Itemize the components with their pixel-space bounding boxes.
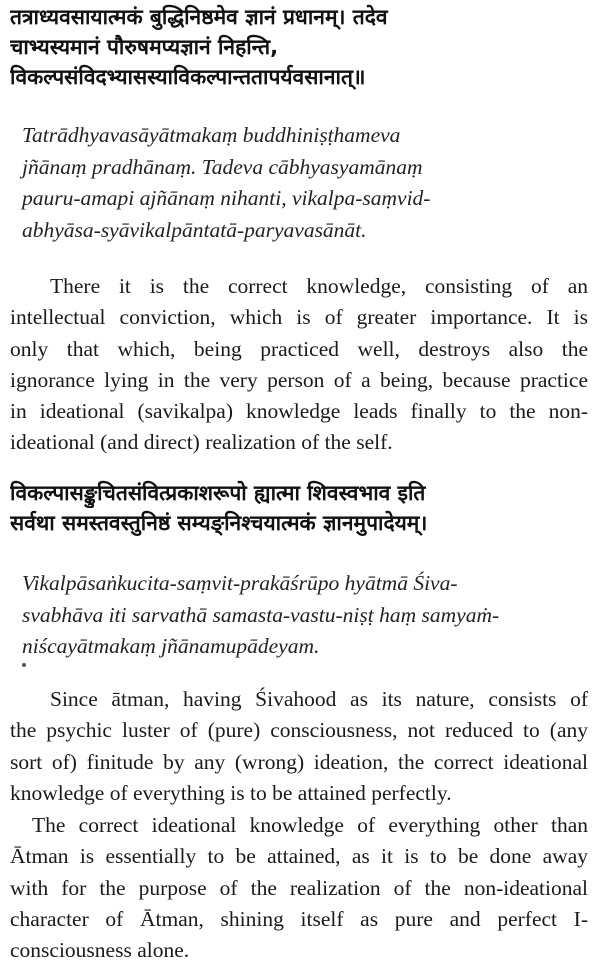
transliteration-line: pauru-amapi ajñānaṃ nihanti, vikalpa-saṃvid- xyxy=(22,186,431,210)
verse2-sanskrit xyxy=(10,478,588,538)
translation-line: ignorance lying in the very person of a being, because practice xyxy=(10,367,588,392)
verse1-translation xyxy=(10,271,588,459)
print-speck xyxy=(22,663,26,667)
translation-line: in ideational (savikalpa) knowledge leads finally to the non- xyxy=(10,399,588,424)
translation-line: There it is the correct knowledge, consisting of an xyxy=(50,274,588,298)
sanskrit-line: चाभ्यस्यमानं पौरुषमप्यज्ञानं निहन्ति, xyxy=(10,35,279,59)
translation-line: only that which, being practiced well, destroys also the xyxy=(10,336,588,361)
translation-line: intellectual conviction, which is of greater importance. It is xyxy=(10,305,588,330)
translation-line: character of Ātman, shining itself as pure and perfect I- xyxy=(10,906,588,931)
verse1-transliteration xyxy=(14,120,588,246)
transliteration-line: niścayātmakaṃ jñānamupādeyam. xyxy=(22,634,320,658)
translation-line: Ātman is essentially to be attained, as it is to be done away xyxy=(10,844,588,869)
verse2-transliteration xyxy=(14,568,588,663)
translation-line: consciousness alone. xyxy=(10,938,190,963)
sanskrit-line: सर्वथा समस्तवस्तुनिष्ठं सम्यङ्‌निश्चयात्मकं ज्ञानमुपादेयम्। xyxy=(10,511,428,535)
transliteration-line: abhyāsa-syāvikalpāntatā-paryavasānāt. xyxy=(22,217,367,242)
transliteration-line: jñānaṃ pradhānaṃ. Tadeva cābhyasyamānaṃ xyxy=(22,154,423,179)
verse2-translation-p2 xyxy=(10,810,588,966)
verse2-translation-p1 xyxy=(10,684,588,809)
sanskrit-line: तत्राध्यवसायात्मकं बुद्धिनिष्ठमेव ज्ञानं प्रधानम्। तदेव xyxy=(10,5,388,29)
verse1-sanskrit xyxy=(10,2,588,92)
translation-line: sort of) finitude by any (wrong) ideation, the correct ideational xyxy=(10,749,588,774)
translation-line: the psychic luster of (pure) consciousness, not reduced to (any xyxy=(10,718,588,743)
translation-line: with for the purpose of the realization of the non-ideational xyxy=(10,875,588,900)
translation-line: knowledge of everything is to be attained perfectly. xyxy=(10,780,452,805)
translation-line: ideational (and direct) realization of the self. xyxy=(10,430,393,455)
sanskrit-line: विकल्पासङ्कुचितसंवित्प्रकाशरूपो ह्यात्मा शिवस्वभाव इति xyxy=(10,481,426,505)
transliteration-line: Vikalpāsaṅkucita-saṃvit-prakāśrūpo hyātmā Śiva- xyxy=(22,571,458,595)
transliteration-line: svabhāva iti sarvathā samasta-vastu-niṣṭ haṃ samyaṁ- xyxy=(22,602,500,627)
transliteration-line: Tatrādhyavasāyātmakaṃ buddhiniṣṭhameva xyxy=(22,123,401,147)
translation-line: The correct ideational knowledge of everything other than xyxy=(32,813,588,837)
sanskrit-line: विकल्पसंविदभ्यासस्याविकल्पान्ततापर्यवसानात्॥ xyxy=(10,65,366,89)
translation-line: Since ātman, having Śivahood as its nature, consists of xyxy=(50,687,588,711)
